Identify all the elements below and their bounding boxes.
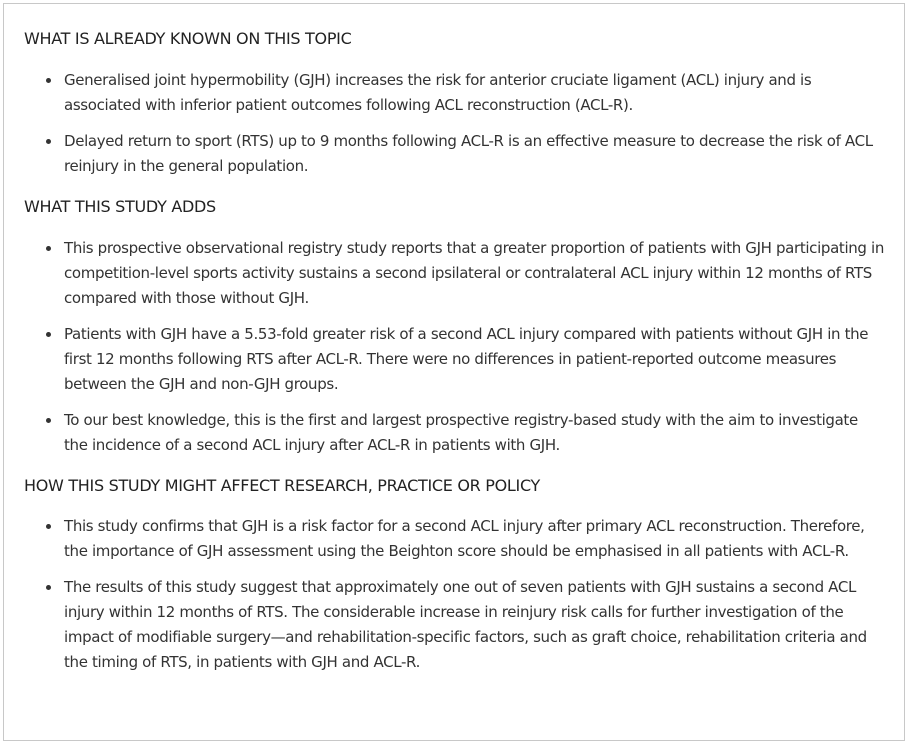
- list-item-text: The results of this study suggest that approximately one out of seven patients with GJH sustains a second ACL injury within 12 months of RTS. The considerable increase in reinjury risk calls for further investigation of the impact of modifiable surgery—and rehabilitation-specific factors, such as graft choice, rehabilitation criteria and the timing of RTS, in patients with GJH and ACL-R.: [64, 578, 867, 671]
- section-heading: WHAT THIS STUDY ADDS: [24, 197, 216, 216]
- section-heading: HOW THIS STUDY MIGHT AFFECT RESEARCH, PRACTICE OR POLICY: [24, 476, 541, 495]
- section-impact: [24, 469, 884, 675]
- bullet-icon: [46, 585, 51, 590]
- list-item: [24, 514, 884, 564]
- list-item-text: Generalised joint hypermobility (GJH) increases the risk for anterior cruciate ligament (ACL) injury and is associated with inferior patient outcomes following ACL reconstruction (ACL-R).: [64, 71, 812, 114]
- list-item: [24, 236, 884, 311]
- bullet-list: [24, 68, 884, 179]
- bullet-list: [24, 236, 884, 458]
- list-item: [24, 129, 884, 179]
- bullet-icon: [46, 78, 51, 83]
- list-item-text: This prospective observational registry study reports that a greater proportion of patients with GJH participating in competition-level sports activity sustains a second ipsilateral or contralateral ACL injury within 12 months of RTS compared with those without GJH.: [64, 239, 884, 307]
- list-item: [24, 322, 884, 397]
- list-item-text: Delayed return to sport (RTS) up to 9 months following ACL-R is an effective measure to decrease the risk of ACL reinjury in the general population.: [64, 132, 873, 175]
- key-messages-box: [3, 3, 905, 741]
- bullet-icon: [46, 332, 51, 337]
- list-item: [24, 68, 884, 118]
- list-item: [24, 408, 884, 458]
- section-adds: [24, 190, 884, 458]
- list-item-text: To our best knowledge, this is the first and largest prospective registry-based study with the aim to investigate the incidence of a second ACL injury after ACL-R in patients with GJH.: [64, 411, 858, 454]
- bullet-icon: [46, 418, 51, 423]
- section-heading: WHAT IS ALREADY KNOWN ON THIS TOPIC: [24, 29, 352, 48]
- bullet-icon: [46, 524, 51, 529]
- bullet-icon: [46, 246, 51, 251]
- list-item-text: Patients with GJH have a 5.53-fold greater risk of a second ACL injury compared with patients without GJH in the first 12 months following RTS after ACL-R. There were no differences in patient-reported outcome measures between the GJH and non-GJH groups.: [64, 325, 869, 393]
- bullet-icon: [46, 139, 51, 144]
- section-known: [24, 4, 884, 179]
- list-item-text: This study confirms that GJH is a risk factor for a second ACL injury after primary ACL reconstruction. Therefore, the importance of GJH assessment using the Beighton score should be emphasised in all patients with ACL-R.: [64, 517, 865, 560]
- bullet-list: [24, 514, 884, 675]
- list-item: [24, 575, 884, 675]
